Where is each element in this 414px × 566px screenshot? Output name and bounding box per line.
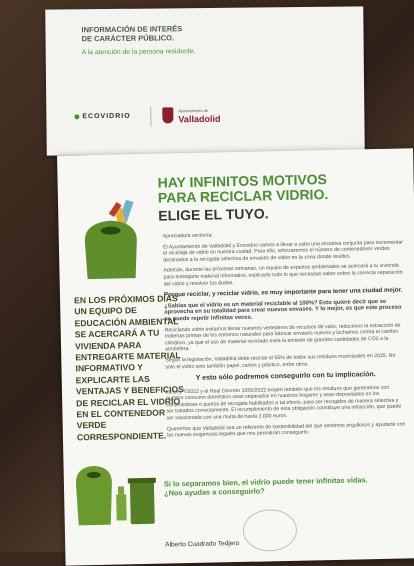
headline-line1: HAY INFINITOS MOTIVOS xyxy=(157,171,328,191)
paragraph-4: ¿Sabías que el vidrio es un material reciclable al 100%? Esto quiere decir que se aprovecha en su totalidad para crear nuevos envases. Y lo mejor, es que este proceso se puede repetir infinitas veces. xyxy=(164,298,402,323)
envelope-heading-line2: DE CARÁCTER PÚBLICO. xyxy=(81,33,175,44)
envelope-subheading: A la atención de la persona residente. xyxy=(81,48,196,57)
closing-message xyxy=(164,475,394,498)
signer-name: Alberto Cuadrado Tedjero xyxy=(165,539,240,549)
letter-body xyxy=(163,229,407,444)
headline-line2: PARA RECICLAR VIDRIO. xyxy=(157,186,329,206)
closing-line1: Si lo separamos bien, el vidrio puede tener infinitas vidas. xyxy=(163,475,368,489)
paragraph-8: La Ley 7/2022 y el Real Decreto 1055/2022 exigen también que los residuos que generamos con nuestro consumo doméstico sean separados en nuestros hogares y sean depositados en los contenedores o puntos de recogida habilitados a tal efecto, para ser recogidos de manera selectiva y ser tratados correctamente. El incumplimiento de esta obligación constituye una infracción, que puede ser sancionada con una multa de hasta 2.000 euros. xyxy=(165,384,402,422)
paragraph-6: Según la legislación, Valladolid debe reciclar el 55% de todos sus residuos municipales en 2025. No sólo el vidrio sino también papel, cartón y plástico, entre otros. xyxy=(165,352,396,371)
recycling-bins-illustration xyxy=(71,460,160,532)
envelope-heading-line1: INFORMACIÓN DE INTERÉS xyxy=(81,24,183,35)
side-callout: EN LOS PRÓXIMOS DÍAS UN EQUIPO DE EDUCACIÓN AMBIENTAL SE ACERCARÁ A TU VIVIENDA PARA ENTREGARTE MATERIAL INFORMATIVO Y EXPLICARTE LAS VENTAJAS Y BENEFICIOS DE RECICLAR EL VIDRIO EN EL CONTENEDOR VERDE CORRESPONDIENTE. xyxy=(73,293,185,443)
ecovidrio-label: ECOVIDRIO xyxy=(82,112,131,121)
paragraph-7: Y esto sólo podremos conseguirlo con tu implicación. xyxy=(195,371,376,382)
headline xyxy=(157,171,398,206)
paragraph-3: Porque reciclar, y reciclar vidrio, es muy importante para tener una ciudad mejor. xyxy=(163,286,403,299)
official-stamp xyxy=(242,509,297,552)
logo-divider xyxy=(150,107,151,127)
paragraph-5: Reciclando vidrio evitamos llenar nuestros vertederos de recursos de valor, reducimos la extracción de materias primas de los entornos naturales para fabricar envases nuevos y luchamos contra el cambio climático, ya que el uso de material reciclado evita la emisión de grandes cantidades de CO2 a la atmósfera. xyxy=(164,322,401,353)
greeting: Apreciado/a vecino/a: xyxy=(162,232,213,240)
valladolid-label: Valladolid xyxy=(178,113,221,125)
letter xyxy=(57,148,414,565)
closing-line2: ¿Nos ayudas a conseguirlo? xyxy=(164,486,265,498)
valladolid-crest-icon xyxy=(162,107,173,123)
ecovidrio-dot-icon xyxy=(74,114,79,119)
ecovidrio-logo xyxy=(74,113,130,121)
headline-sub: ELIGE EL TUYO. xyxy=(158,205,269,224)
paragraph-2: Además, durante las próximas semanas, un equipo de expertos ambientales se acercará a tu vivienda para entregarte material informativo, explicarte todo lo que necesitas saber sobre la correcta separación del vidrio y resolver tus dudas. xyxy=(163,262,403,288)
envelope-heading xyxy=(81,24,182,43)
envelope xyxy=(45,6,365,155)
paragraph-9: Queremos que Valladolid sea un referente de sostenibilidad del que sentirnos orgullosos y ayudarte con las nuevas exigencias legales que nos permitirán conseguirlo. xyxy=(166,421,406,439)
paragraph-1: El Ayuntamiento de Valladolid y Ecovidrio vamos a llevar a cabo una iniciativa conjunta para incrementar el reciclaje de vidrio en nuestra ciudad. Para ello, reforzaremos el número de contenedores verdes destinados a la recogida selectiva de envases de vidrio en la zona donde resides. xyxy=(162,239,404,264)
glass-bin-illustration xyxy=(78,200,144,283)
ayuntamiento-label: Ayuntamiento de xyxy=(178,107,209,114)
